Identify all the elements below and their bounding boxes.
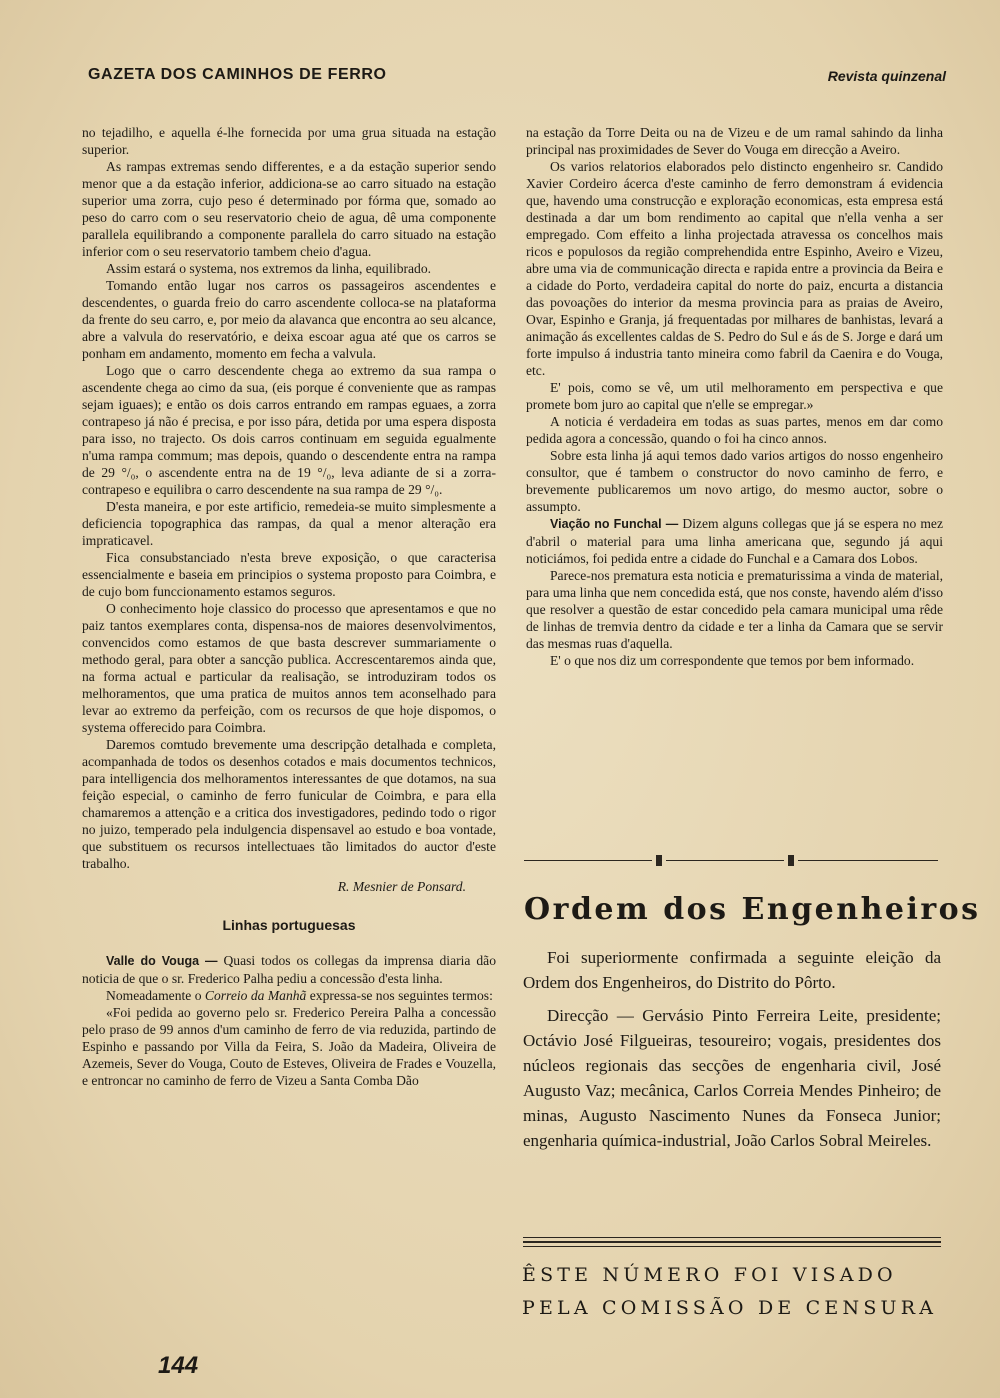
paragraph: D'esta maneira, e por este artificio, remedeia-se muito simplesmente a deficiencia topographica das rampas, da qual a menor alteração era impraticavel. [82, 499, 496, 548]
paragraph: Parece-nos prematura esta noticia e prematurissima a vinda de material, para uma linha que nem concedida está, que nos conste, havendo além d'isso que resolver a questão de estar concedido pela camara municipal uma rêde de linhas de tremvia dentro da cidade e ter a linha da Camara que se servir das mesmas ruas d'aquella. [526, 568, 943, 651]
paragraph: Assim estará o systema, nos extremos da linha, equilibrado. [106, 261, 432, 276]
censorship-notice-line1: ÊSTE NÚMERO FOI VISADO [522, 1264, 897, 1286]
paragraph: Logo que o carro descendente chega ao extremo da sua rampa o ascendente chega ao cimo da sua, (eis porque é conveniente que as rampas sejam iguaes); e então os dois carros entrando em rampas eguaes, a zorra contrapeso já não é precisa, e por isso pára, detida por uma espera disposta para isso, no trajecto. Os dois carros continuam em seguida egualmente n'uma rampa commum; mas depois, quando o descendente entra na rampa de 29 °/₀, o ascendente entra na de 19 °/₀, leva adiante de si a zorra-contrapeso e equilibra o carro descendente na sua rampa de 29 °/₀. [82, 363, 496, 497]
paragraph-funchal [526, 515, 943, 567]
paragraph: As rampas extremas sendo differentes, e a da estação superior sendo menor que a da estação inferior, addiciona-se ao carro situado na estação superior uma zorra, cujo peso é determinado por fórma que, somado ao peso do carro com o seu reservatorio cheio de agua, dê uma componente parallela equilibrando a componente parallela do carro situado na estação inferior com o seu reservatorio tambem cheio d'agua. [82, 159, 496, 259]
paragraph: E' pois, como se vê, um util melhoramento em perspectiva e que promete bom juro ao capital que n'elle se empregar.» [526, 380, 943, 412]
paragraph: no tejadilho, e aquella é-lhe fornecida por uma grua situada na estação superior. [82, 125, 496, 157]
page-number: 144 [158, 1352, 199, 1379]
section-heading: Linhas portuguesas [222, 917, 356, 933]
item-text: Dizem alguns collegas que já se espera no mez d'abril o material para uma linha americana que, segundo já aqui noticiámos, foi pedida entre a cidade do Funchal e a Camara dos Lobos. [526, 516, 943, 566]
paragraph: A noticia é verdadeira em todas as suas partes, menos em dar como pedida agora a concessão, quando o foi ha cinco annos. [526, 414, 943, 446]
paragraph: Tomando então lugar nos carros os passageiros ascendentes e descendentes, o guarda freio do carro ascendente colloca-se na plataforma da frente do seu carro, e, por meio da alavanca que encontra ao seu alcance, abre a valvula do reservatório, e deixa escoar agua até que os carros se ponham em andamento, momento em fecha a valvula. [82, 278, 496, 361]
paragraph: Sobre esta linha já aqui temos dado varios artigos do nosso engenheiro consultor, que é tambem o constructor do novo caminho de ferro, e brevemente publicaremos um novo artigo, do mesmo auctor, sobre o assumpto. [526, 448, 943, 514]
paragraph: na estação da Torre Deita ou na de Vizeu e de um ramal sahindo da linha principal nas proximidades de Sever do Vouga em direcção a Aveiro. [526, 125, 943, 157]
divider-line [524, 860, 652, 861]
item-text: Quasi todos os collegas da imprensa diaria dão noticia de que o sr. Frederico Palha pediu a concessão d'esta linha. [82, 953, 496, 986]
paragraph-quote: «Foi pedida ao governo pelo sr. Frederico Pereira Palha a concessão pelo praso de 99 annos d'um caminho de ferro de via reduzida, partindo de Espinho e passando por Villa da Feira, S. João da Madeira, Oliveira de Azemeis, Sever do Vouga, Couto de Esteves, Oliveira de Frades e Vouzella, e entroncar no caminho de ferro de Vizeu a Santa Comba Dão [82, 1005, 496, 1088]
item-lead: Viação no Funchal — [550, 517, 679, 531]
divider-line [666, 860, 784, 861]
divider-ornament [788, 855, 794, 866]
paragraph: Fica consubstanciado n'esta breve exposição, o que caracterisa essencialmente e baseia em principios o systema proposto para Coimbra, e de cujo bom funccionamento estamos seguros. [82, 550, 496, 599]
rule-line [523, 1237, 941, 1238]
paragraph: Foi superiormente confirmada a seguinte eleição da Ordem dos Engenheiros, do Distrito do Pôrto. [523, 948, 941, 992]
paragraph: E' o que nos diz um correspondente que temos por bem informado. [550, 653, 915, 668]
author-signature: R. Mesnier de Ponsard. [337, 879, 466, 894]
right-column [526, 124, 943, 669]
rule-line [523, 1241, 941, 1243]
paragraph: Daremos comtudo brevemente uma descripção detalhada e completa, acompanhada de todos os desenhos cotados e mais documentos technicos, para intelligencia dos melhoramentos interessantes de que dotamos, na sua feição especial, o caminho de ferro funicular de Coimbra, e para ella chamaremos a attenção e a critica dos investigadores, pedindo todo o rigor no juizo, temperado pela indulgencia dispensavel ao estudo e boa vontade, que substituem os recursos intellectuaes tão limitados do auctor d'este trabalho. [82, 737, 496, 871]
paragraph-correio [82, 987, 496, 1004]
censorship-notice-line2: PELA COMISSÃO DE CENSURA [522, 1297, 938, 1319]
ordem-body [523, 945, 941, 1161]
item-text: expressa-se nos seguintes termos: [306, 988, 493, 1003]
divider-line [798, 860, 938, 861]
masthead-subtitle: Revista quinzenal [827, 68, 946, 84]
masthead-title: GAZETA DOS CAMINHOS DE FERRO [88, 66, 387, 83]
paragraph-vouga [82, 952, 496, 987]
newspaper-name: Correio da Manhã [204, 988, 307, 1003]
item-lead: Valle do Vouga — [106, 954, 218, 968]
divider-ornament [656, 855, 662, 866]
ordem-title: Ordem dos Engenheiros [524, 892, 981, 927]
left-column [82, 124, 496, 1089]
item-text: Nomeadamente o [106, 988, 205, 1003]
paragraph: Direcção — Gervásio Pinto Ferreira Leite, presidente; Octávio José Filgueiras, tesoureiro; vogais, presidentes dos núcleos regionais das secções de engenharia civil, José Augusto Vaz; mecânica, Carlos Correia Mendes Pinheiro; de minas, Augusto Nascimento Nunes da Fonseca Junior; engenharia química-industrial, João Carlos Sobral Meireles. [523, 1006, 941, 1150]
paragraph: Os varios relatorios elaborados pelo distincto engenheiro sr. Candido Xavier Cordeiro ácerca d'este caminho de ferro demonstram á evidencia que, havendo uma construcção e exploração economicas, esta empresa está destinada a dar um bom rendimento ao capital que n'ella venha a ser empregado. Com effeito a linha projectada atravessa os concelhos mais ricos e populosos da região comprehendida entre Espinho, Aveiro e Vizeu, abre uma via de communicação directa e rapida entre a provincia da Beira e a cidade do Porto, verdadeira capital do norte do paiz, encurta a distancia das povoações do interior da mesma provincia para as praias de Aveiro, Ovar, Espinho e Granja, já frequentadas por milhares de banhistas, levará a animação ás excellentes caldas de S. Pedro do Sul e ás de S. Jorge e dará um forte impulso á industria tanto mineira como fabril da Caenira e do Vouga, etc. [526, 159, 943, 378]
ornamental-divider [524, 855, 938, 867]
paragraph: O conhecimento hoje classico do processo que apresentamos e que no paiz tantos exemplares conta, dispensa-nos de maiores desenvolvimentos, convencidos como estamos de que basta descrever summariamente o methodo geral, para obter a sancção publica. Accrescentaremos ainda que, na forma actual e particular da realisação, se introduziram todos os melhoramentos, que uma pratica de muitos annos tem aconselhado para levar ao extremo da perfeição, com os recursos de que hoje dispomos, o systema offerecido para Coimbra. [82, 601, 496, 735]
rule-line [523, 1246, 941, 1247]
